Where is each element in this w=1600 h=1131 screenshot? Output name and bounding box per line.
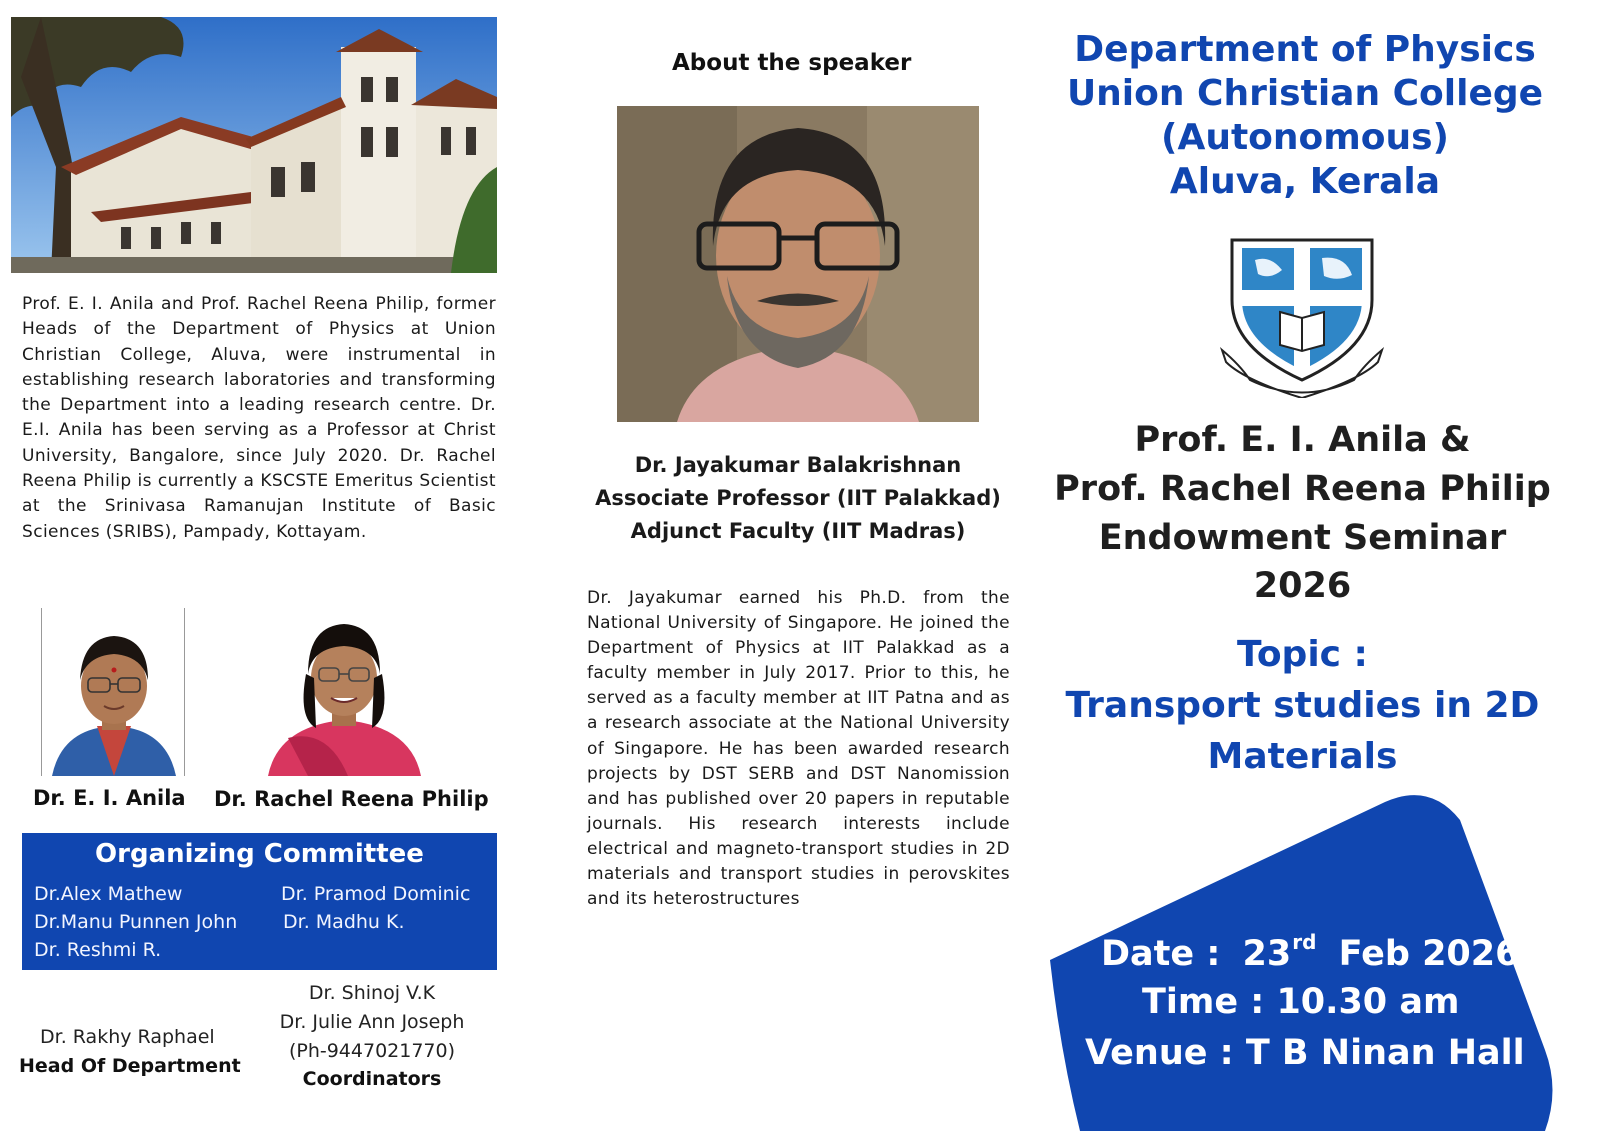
honoree-name-anila: Dr. E. I. Anila [33,786,186,810]
time-label: Time : [1142,982,1265,1022]
seminar-year: 2026 [1253,566,1352,606]
college-building-photo [11,17,497,273]
date-day: 23 [1242,934,1292,974]
organizing-committee-title: Organizing Committee [95,839,424,869]
topic-title-line-2: Materials [1207,736,1398,777]
date-rest: Feb 2026 [1338,934,1520,974]
event-date [1101,930,1520,974]
intro-paragraph: Prof. E. I. Anila and Prof. Rachel Reena Philip, former Heads of the Department of Physics at Union Christian College, Aluva, were instrumental in establishing research laboratories and transforming the Department into a leading research centre. Dr. E.I. Anila has been serving as a Professor at Christ University, Bangalore, since July 2020. Dr. Rachel Reena Philip is currently a KSCSTE Emeritus Scientist at the Srinivasa Ramanujan Institute of Basic Sciences (SRIBS), Pampady, Kottayam. [22,294,496,542]
hod-role: Head Of Department [19,1055,241,1077]
college-status: (Autonomous) [1161,117,1449,158]
event-venue [1085,1033,1525,1073]
college-crest-icon [1220,230,1385,398]
seminar-title-line-2: Prof. Rachel Reena Philip [1054,469,1551,509]
about-speaker-heading: About the speaker [672,50,912,76]
honoree-name-rachel: Dr. Rachel Reena Philip [214,787,489,811]
speaker-position: Associate Professor (IIT Palakkad) [595,486,1001,510]
speaker-name: Dr. Jayakumar Balakrishnan [634,453,962,477]
honoree-portrait-rachel [268,608,421,776]
committee-member: Dr. Madhu K. [283,911,405,933]
honoree-portrait-anila [41,608,185,776]
date-label: Date : [1101,934,1221,974]
organizing-committee-box [22,833,497,970]
committee-member: Dr.Alex Mathew [34,883,183,905]
coordinator-name: Dr. Julie Ann Joseph [279,1011,465,1033]
venue-label: Venue : [1085,1033,1234,1073]
college-location: Aluva, Kerala [1169,161,1441,202]
committee-member: Dr. Pramod Dominic [281,883,471,905]
college-name: Union Christian College [1066,73,1544,114]
seminar-title-line-3: Endowment Seminar [1098,518,1507,558]
committee-member: Dr. Reshmi R. [34,939,162,961]
speaker-portrait [617,106,979,422]
seminar-title-line-1: Prof. E. I. Anila & [1134,420,1471,460]
speaker-affiliation: Adjunct Faculty (IIT Madras) [630,519,966,543]
venue-value: T B Ninan Hall [1245,1033,1525,1073]
speaker-bio: Dr. Jayakumar earned his Ph.D. from the National University of Singapore. He joined the Department of Physics at IIT Palakkad as a faculty member in July 2017. Prior to this, he served as a faculty member at IIT Patna and as a research associate at the National University of Singapore. He has been awarded research projects by DST SERB and DST Nanomission and has published over 20 papers in reputable journals. His research interests include electrical and magneto-transport studies in 2D materials and transport studies in perovskites and its heterostructures [587,588,1010,910]
coordinators-role: Coordinators [302,1068,442,1090]
date-suffix: rd [1292,930,1317,954]
coordinator-phone: (Ph-9447021770) [288,1040,456,1062]
event-time [1142,982,1459,1022]
coordinator-name: Dr. Shinoj V.K [308,982,436,1004]
time-value: 10.30 am [1276,982,1460,1022]
department-title: Department of Physics [1074,29,1536,70]
topic-label: Topic : [1237,634,1368,675]
committee-member: Dr.Manu Punnen John [34,911,238,933]
hod-name: Dr. Rakhy Raphael [40,1026,215,1048]
topic-title-line-1: Transport studies in 2D [1065,685,1540,726]
